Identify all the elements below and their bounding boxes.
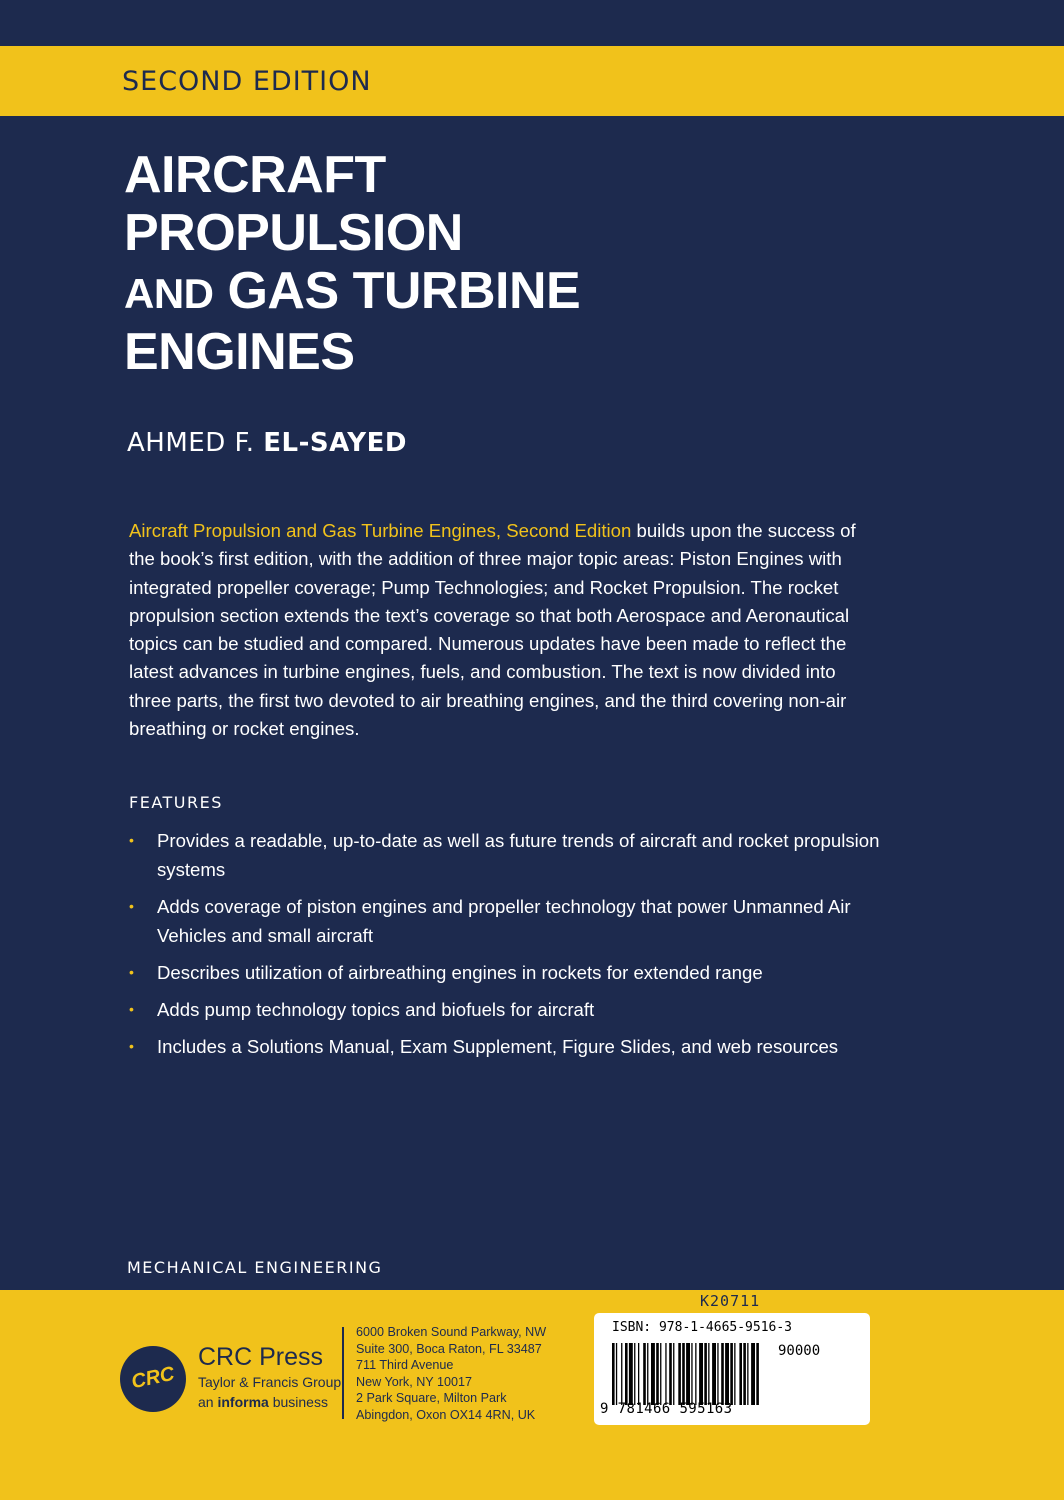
barcode-bar bbox=[691, 1343, 692, 1405]
catalog-code: K20711 bbox=[700, 1292, 761, 1310]
description-body: builds upon the success of the book’s first edition, with the addition of three major topic areas: Piston Engines with integrated propeller coverage; Pump Technologies; and Rocket Propulsion. The rocket propulsion section extends the text’s coverage so that both Aerospace and Aeronautical topics can be studied and compared. Numerous updates have been made to reflect the latest advances in turbine engines, fuels, and combustion. The text is now divided into three parts, the first two devoted to air breathing engines, and the third covering non-air breathing or rocket engines. bbox=[129, 520, 856, 740]
bullet-icon: • bbox=[129, 1001, 134, 1017]
title-line-2: PROPULSION bbox=[124, 204, 463, 262]
barcode-bar bbox=[686, 1343, 690, 1405]
barcode-bar bbox=[704, 1343, 707, 1405]
bullet-icon: • bbox=[129, 898, 134, 914]
title-line-1: AIRCRAFT bbox=[124, 146, 386, 204]
author-first-name: AHMED F. bbox=[127, 428, 255, 458]
author-last-name: EL-SAYED bbox=[263, 428, 407, 458]
bullet-icon: • bbox=[129, 1038, 134, 1054]
barcode-bar bbox=[616, 1343, 617, 1405]
feature-item bbox=[129, 1032, 889, 1061]
address-line: 711 Third Avenue bbox=[356, 1358, 454, 1372]
barcode-bar bbox=[695, 1343, 696, 1405]
barcode-bar bbox=[634, 1343, 635, 1405]
barcode-bar bbox=[747, 1343, 748, 1405]
publisher-business-line bbox=[198, 1394, 328, 1410]
feature-item bbox=[129, 826, 889, 884]
logo-text: CRC bbox=[129, 1362, 177, 1394]
book-description bbox=[129, 517, 879, 743]
feature-item bbox=[129, 958, 889, 987]
feature-text: Includes a Solutions Manual, Exam Supplement, Figure Slides, and web resources bbox=[157, 1036, 839, 1057]
top-edge bbox=[0, 0, 1064, 46]
barcode-bar bbox=[660, 1343, 661, 1405]
business-suffix: business bbox=[272, 1394, 328, 1410]
barcode-bar bbox=[647, 1343, 648, 1405]
barcode-bar bbox=[669, 1343, 672, 1405]
feature-text: Adds pump technology topics and biofuels for aircraft bbox=[157, 999, 595, 1020]
barcode-bar bbox=[682, 1343, 685, 1405]
barcode-bar bbox=[721, 1343, 724, 1405]
address-line: 2 Park Square, Milton Park bbox=[356, 1391, 507, 1405]
barcode-bar bbox=[699, 1343, 703, 1405]
barcode-bar bbox=[638, 1343, 639, 1405]
title-line-3 bbox=[124, 262, 684, 323]
publisher-name: CRC Press bbox=[198, 1343, 324, 1371]
barcode-bar bbox=[743, 1343, 746, 1405]
features-list bbox=[129, 826, 889, 1069]
author-name bbox=[127, 428, 407, 458]
isbn-label: ISBN: 978-1-4665-9516-3 bbox=[612, 1320, 793, 1335]
barcode-bar bbox=[656, 1343, 659, 1405]
bullet-icon: • bbox=[129, 832, 134, 848]
isbn-addon: 90000 bbox=[778, 1343, 821, 1359]
features-heading: FEATURES bbox=[129, 793, 223, 812]
barcode-bar bbox=[734, 1343, 735, 1405]
business-prefix: an bbox=[198, 1394, 214, 1410]
barcode-bar bbox=[673, 1343, 674, 1405]
barcode-bar bbox=[751, 1343, 755, 1405]
edition-label: SECOND EDITION bbox=[122, 66, 372, 97]
barcode-bar bbox=[756, 1343, 759, 1405]
barcode-bar bbox=[739, 1343, 742, 1405]
barcode-bar bbox=[712, 1343, 716, 1405]
barcode-bar bbox=[612, 1343, 615, 1405]
publisher-group: Taylor & Francis Group bbox=[198, 1374, 342, 1390]
title-and: AND bbox=[124, 270, 214, 317]
title-line-4: ENGINES bbox=[124, 323, 355, 381]
business-brand: informa bbox=[217, 1394, 269, 1410]
feature-text: Adds coverage of piston engines and propeller technology that power Unmanned Air Vehicles and small aircraft bbox=[157, 896, 851, 946]
feature-text: Describes utilization of airbreathing engines in rockets for extended range bbox=[157, 962, 763, 983]
address-line: Suite 300, Boca Raton, FL 33487 bbox=[356, 1341, 542, 1356]
barcode-bar bbox=[621, 1343, 622, 1405]
publisher-address bbox=[356, 1324, 546, 1423]
subject-category: MECHANICAL ENGINEERING bbox=[127, 1258, 383, 1277]
barcode-bar bbox=[629, 1343, 633, 1405]
barcode-bar bbox=[625, 1343, 628, 1405]
barcode-number: 9 781466 595163 bbox=[600, 1401, 733, 1417]
feature-text: Provides a readable, up-to-date as well as future trends of aircraft and rocket propulsion systems bbox=[157, 830, 880, 880]
description-book-title: Aircraft Propulsion and Gas Turbine Engines, Second Edition bbox=[129, 520, 632, 541]
barcode-bar bbox=[651, 1343, 655, 1405]
crc-logo-icon bbox=[120, 1346, 186, 1412]
barcode-bar bbox=[708, 1343, 709, 1405]
isbn-barcode-box bbox=[594, 1313, 870, 1425]
barcode-bar bbox=[717, 1343, 718, 1405]
address-line: New York, NY 10017 bbox=[356, 1374, 472, 1389]
address-line: 6000 Broken Sound Parkway, NW bbox=[356, 1325, 547, 1339]
publisher-divider bbox=[342, 1327, 344, 1419]
feature-item bbox=[129, 995, 889, 1024]
barcode-bar bbox=[643, 1343, 646, 1405]
barcode-bar bbox=[725, 1343, 729, 1405]
book-title bbox=[124, 146, 684, 381]
address-line: Abingdon, Oxon OX14 4RN, UK bbox=[356, 1407, 536, 1422]
bullet-icon: • bbox=[129, 964, 134, 980]
barcode-bar bbox=[678, 1343, 681, 1405]
barcode-bar bbox=[665, 1343, 666, 1405]
barcode-bar bbox=[730, 1343, 733, 1405]
feature-item bbox=[129, 892, 889, 950]
title-line-3-rest: GAS TURBINE bbox=[227, 262, 581, 320]
